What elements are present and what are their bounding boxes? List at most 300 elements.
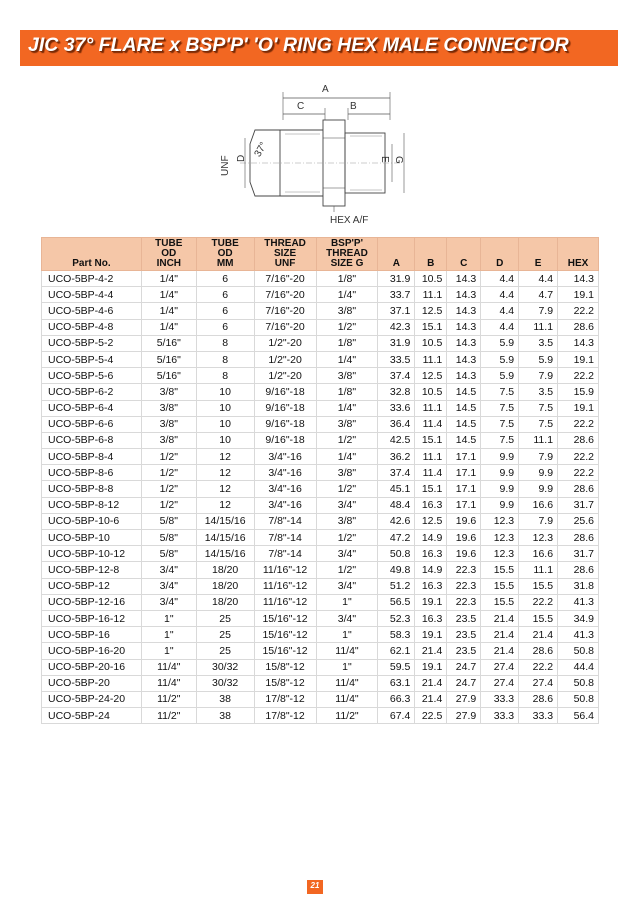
- cell-unf: 3/4"-16: [254, 449, 316, 465]
- cell-inch: 3/8": [141, 384, 196, 400]
- cell-hex: 25.6: [558, 513, 599, 529]
- cell-b: 11.4: [415, 465, 447, 481]
- cell-e: 11.1: [519, 319, 558, 335]
- cell-inch: 1/4": [141, 271, 196, 287]
- cell-inch: 1/2": [141, 465, 196, 481]
- dimension-table-wrapper: [41, 237, 599, 724]
- title-banner: [20, 30, 618, 66]
- cell-hex: 28.6: [558, 319, 599, 335]
- cell-e: 3.5: [519, 384, 558, 400]
- cell-b: 15.1: [415, 481, 447, 497]
- cell-c: 23.5: [447, 627, 481, 643]
- cell-unf: 3/4"-16: [254, 465, 316, 481]
- cell-bsp: 3/4": [316, 578, 378, 594]
- cell-c: 23.5: [447, 610, 481, 626]
- cell-c: 17.1: [447, 449, 481, 465]
- cell-unf: 7/16"-20: [254, 287, 316, 303]
- cell-e: 22.2: [519, 594, 558, 610]
- cell-c: 14.5: [447, 400, 481, 416]
- cell-mm: 12: [196, 465, 254, 481]
- cell-part: UCO-5BP-4-6: [42, 303, 142, 319]
- cell-d: 33.3: [481, 708, 519, 724]
- cell-bsp: 1/2": [316, 432, 378, 448]
- cell-part: UCO-5BP-6-4: [42, 400, 142, 416]
- cell-part: UCO-5BP-8-4: [42, 449, 142, 465]
- header-line: UNF: [274, 258, 296, 269]
- page-number-box: [307, 880, 323, 894]
- cell-inch: 5/16": [141, 351, 196, 367]
- cell-bsp: 1": [316, 627, 378, 643]
- cell-e: 21.4: [519, 627, 558, 643]
- cell-hex: 34.9: [558, 610, 599, 626]
- cell-bsp: 3/4": [316, 610, 378, 626]
- cell-mm: 38: [196, 708, 254, 724]
- table-row: [42, 610, 599, 626]
- cell-a: 52.3: [378, 610, 415, 626]
- cell-part: UCO-5BP-5-2: [42, 335, 142, 351]
- cell-d: 21.4: [481, 643, 519, 659]
- col-header-d: D: [481, 238, 519, 271]
- cell-bsp: 3/8": [316, 368, 378, 384]
- table-row: [42, 562, 599, 578]
- cell-inch: 1/4": [141, 319, 196, 335]
- cell-a: 63.1: [378, 675, 415, 691]
- cell-d: 7.5: [481, 416, 519, 432]
- cell-mm: 6: [196, 319, 254, 335]
- table-row: [42, 530, 599, 546]
- page-number: 21: [310, 881, 320, 890]
- cell-inch: 1/2": [141, 497, 196, 513]
- cell-part: UCO-5BP-16-12: [42, 610, 142, 626]
- cell-b: 12.5: [415, 368, 447, 384]
- cell-c: 27.9: [447, 708, 481, 724]
- cell-inch: 1": [141, 610, 196, 626]
- table-row: [42, 303, 599, 319]
- cell-part: UCO-5BP-12-8: [42, 562, 142, 578]
- cell-mm: 30/32: [196, 675, 254, 691]
- cell-c: 22.3: [447, 578, 481, 594]
- cell-part: UCO-5BP-20: [42, 675, 142, 691]
- cell-mm: 14/15/16: [196, 546, 254, 562]
- cell-inch: 1/4": [141, 287, 196, 303]
- cell-unf: 7/16"-20: [254, 271, 316, 287]
- cell-c: 22.3: [447, 562, 481, 578]
- cell-hex: 19.1: [558, 351, 599, 367]
- cell-b: 14.9: [415, 530, 447, 546]
- cell-inch: 5/8": [141, 546, 196, 562]
- cell-a: 37.1: [378, 303, 415, 319]
- cell-d: 15.5: [481, 562, 519, 578]
- cell-d: 15.5: [481, 594, 519, 610]
- table-row: [42, 627, 599, 643]
- cell-unf: 15/8"-12: [254, 659, 316, 675]
- cell-inch: 5/16": [141, 368, 196, 384]
- cell-d: 4.4: [481, 319, 519, 335]
- dim-c-label: C: [297, 101, 305, 112]
- cell-d: 27.4: [481, 675, 519, 691]
- cell-hex: 15.9: [558, 384, 599, 400]
- cell-d: 5.9: [481, 335, 519, 351]
- cell-inch: 5/8": [141, 530, 196, 546]
- col-header-b: B: [415, 238, 447, 271]
- cell-unf: 15/16"-12: [254, 643, 316, 659]
- cell-c: 24.7: [447, 675, 481, 691]
- cell-part: UCO-5BP-4-8: [42, 319, 142, 335]
- cell-e: 16.6: [519, 546, 558, 562]
- cell-e: 3.5: [519, 335, 558, 351]
- header-line: SIZE G: [330, 258, 364, 269]
- cell-d: 12.3: [481, 513, 519, 529]
- cell-bsp: 11/4": [316, 643, 378, 659]
- cell-hex: 41.3: [558, 627, 599, 643]
- cell-d: 4.4: [481, 303, 519, 319]
- col-header-tube-mm: [196, 238, 254, 271]
- cell-a: 58.3: [378, 627, 415, 643]
- cell-inch: 1/2": [141, 449, 196, 465]
- cell-e: 7.5: [519, 416, 558, 432]
- cell-b: 15.1: [415, 319, 447, 335]
- cell-d: 33.3: [481, 691, 519, 707]
- cell-hex: 22.2: [558, 465, 599, 481]
- dim-e-label: E: [379, 156, 390, 163]
- cell-mm: 10: [196, 432, 254, 448]
- cell-mm: 6: [196, 287, 254, 303]
- cell-d: 7.5: [481, 400, 519, 416]
- cell-d: 21.4: [481, 610, 519, 626]
- dim-a-label: A: [322, 84, 329, 95]
- cell-bsp: 1/4": [316, 400, 378, 416]
- cell-part: UCO-5BP-10-12: [42, 546, 142, 562]
- cell-c: 14.3: [447, 351, 481, 367]
- table-row: [42, 643, 599, 659]
- cell-hex: 28.6: [558, 432, 599, 448]
- cell-b: 16.3: [415, 610, 447, 626]
- cell-c: 19.6: [447, 546, 481, 562]
- cell-unf: 7/16"-20: [254, 319, 316, 335]
- cell-d: 9.9: [481, 497, 519, 513]
- cell-e: 15.5: [519, 610, 558, 626]
- table-row: [42, 432, 599, 448]
- cell-a: 33.5: [378, 351, 415, 367]
- cell-part: UCO-5BP-8-6: [42, 465, 142, 481]
- cell-inch: 1/2": [141, 481, 196, 497]
- cell-d: 4.4: [481, 271, 519, 287]
- cell-e: 28.6: [519, 691, 558, 707]
- cell-c: 17.1: [447, 481, 481, 497]
- cell-bsp: 3/8": [316, 416, 378, 432]
- cell-b: 12.5: [415, 513, 447, 529]
- table-body: [42, 271, 599, 724]
- cell-c: 14.3: [447, 303, 481, 319]
- cell-hex: 31.7: [558, 497, 599, 513]
- cell-part: UCO-5BP-16: [42, 627, 142, 643]
- cell-unf: 1/2"-20: [254, 351, 316, 367]
- cell-a: 62.1: [378, 643, 415, 659]
- cell-e: 9.9: [519, 481, 558, 497]
- table-row: [42, 400, 599, 416]
- table-row: [42, 384, 599, 400]
- table-row: [42, 546, 599, 562]
- cell-part: UCO-5BP-4-2: [42, 271, 142, 287]
- cell-bsp: 1/8": [316, 271, 378, 287]
- cell-inch: 1": [141, 643, 196, 659]
- cell-b: 10.5: [415, 335, 447, 351]
- page-title: JIC 37° FLARE x BSP'P' 'O' RING HEX MALE CONNECTOR: [28, 34, 569, 56]
- cell-inch: 3/4": [141, 562, 196, 578]
- cell-mm: 8: [196, 351, 254, 367]
- table-row: [42, 594, 599, 610]
- cell-b: 11.1: [415, 449, 447, 465]
- cell-a: 42.5: [378, 432, 415, 448]
- cell-b: 19.1: [415, 594, 447, 610]
- cell-c: 22.3: [447, 594, 481, 610]
- cell-mm: 8: [196, 335, 254, 351]
- cell-c: 19.6: [447, 513, 481, 529]
- cell-mm: 14/15/16: [196, 513, 254, 529]
- hex-label: HEX A/F: [330, 215, 369, 226]
- cell-mm: 25: [196, 610, 254, 626]
- cell-part: UCO-5BP-6-2: [42, 384, 142, 400]
- cell-part: UCO-5BP-10-6: [42, 513, 142, 529]
- col-header-c: C: [447, 238, 481, 271]
- cell-mm: 10: [196, 384, 254, 400]
- header-line: THREAD: [326, 248, 368, 259]
- cell-d: 21.4: [481, 627, 519, 643]
- cell-hex: 56.4: [558, 708, 599, 724]
- cell-d: 5.9: [481, 368, 519, 384]
- cell-part: UCO-5BP-24: [42, 708, 142, 724]
- cell-e: 27.4: [519, 675, 558, 691]
- col-header-bsp: [316, 238, 378, 271]
- cell-bsp: 1/4": [316, 287, 378, 303]
- cell-part: UCO-5BP-8-8: [42, 481, 142, 497]
- cell-inch: 11/4": [141, 675, 196, 691]
- table-row: [42, 659, 599, 675]
- cell-b: 12.5: [415, 303, 447, 319]
- cell-e: 7.9: [519, 368, 558, 384]
- cell-d: 7.5: [481, 432, 519, 448]
- cell-b: 19.1: [415, 659, 447, 675]
- cell-part: UCO-5BP-16-20: [42, 643, 142, 659]
- cell-bsp: 11/4": [316, 675, 378, 691]
- cell-hex: 50.8: [558, 691, 599, 707]
- cell-d: 15.5: [481, 578, 519, 594]
- cell-a: 33.7: [378, 287, 415, 303]
- header-line: OD: [161, 248, 177, 259]
- cell-unf: 11/16"-12: [254, 594, 316, 610]
- cell-e: 7.9: [519, 303, 558, 319]
- cell-c: 14.3: [447, 368, 481, 384]
- cell-b: 11.1: [415, 287, 447, 303]
- header-line: TUBE: [155, 238, 183, 249]
- cell-mm: 12: [196, 497, 254, 513]
- cell-d: 4.4: [481, 287, 519, 303]
- cell-inch: 3/8": [141, 400, 196, 416]
- table-row: [42, 691, 599, 707]
- cell-e: 4.4: [519, 271, 558, 287]
- cell-unf: 9/16"-18: [254, 400, 316, 416]
- header-line: BSP'P': [330, 238, 363, 249]
- cell-c: 17.1: [447, 465, 481, 481]
- cell-a: 42.3: [378, 319, 415, 335]
- cell-b: 16.3: [415, 497, 447, 513]
- cell-mm: 18/20: [196, 562, 254, 578]
- cell-unf: 15/16"-12: [254, 610, 316, 626]
- cell-unf: 9/16"-18: [254, 416, 316, 432]
- cell-hex: 44.4: [558, 659, 599, 675]
- cell-hex: 19.1: [558, 287, 599, 303]
- cell-unf: 1/2"-20: [254, 335, 316, 351]
- cell-bsp: 3/4": [316, 546, 378, 562]
- cell-hex: 14.3: [558, 271, 599, 287]
- cell-hex: 28.6: [558, 481, 599, 497]
- cell-b: 14.9: [415, 562, 447, 578]
- cell-c: 24.7: [447, 659, 481, 675]
- cell-unf: 7/8"-14: [254, 513, 316, 529]
- cell-bsp: 1/2": [316, 562, 378, 578]
- cell-inch: 3/8": [141, 432, 196, 448]
- table-row: [42, 578, 599, 594]
- cell-e: 11.1: [519, 562, 558, 578]
- cell-d: 9.9: [481, 449, 519, 465]
- cell-mm: 10: [196, 416, 254, 432]
- cell-a: 31.9: [378, 271, 415, 287]
- cell-mm: 10: [196, 400, 254, 416]
- cell-a: 31.9: [378, 335, 415, 351]
- cell-hex: 41.3: [558, 594, 599, 610]
- col-header-tube-inch: [141, 238, 196, 271]
- cell-unf: 7/8"-14: [254, 546, 316, 562]
- cell-e: 22.2: [519, 659, 558, 675]
- cell-b: 19.1: [415, 627, 447, 643]
- cell-unf: 17/8"-12: [254, 708, 316, 724]
- table-row: [42, 675, 599, 691]
- cell-e: 16.6: [519, 497, 558, 513]
- col-header-thread-unf: [254, 238, 316, 271]
- cell-a: 49.8: [378, 562, 415, 578]
- cell-unf: 15/8"-12: [254, 675, 316, 691]
- cell-e: 11.1: [519, 432, 558, 448]
- cell-bsp: 1/2": [316, 481, 378, 497]
- cell-b: 11.1: [415, 400, 447, 416]
- cell-inch: 11/2": [141, 691, 196, 707]
- cell-a: 48.4: [378, 497, 415, 513]
- table-row: [42, 465, 599, 481]
- cell-unf: 1/2"-20: [254, 368, 316, 384]
- cell-unf: 3/4"-16: [254, 481, 316, 497]
- cell-bsp: 1/2": [316, 530, 378, 546]
- header-line: SIZE: [273, 248, 297, 259]
- cell-mm: 12: [196, 481, 254, 497]
- cell-a: 37.4: [378, 465, 415, 481]
- cell-e: 12.3: [519, 530, 558, 546]
- table-row: [42, 351, 599, 367]
- cell-hex: 22.2: [558, 303, 599, 319]
- table-row: [42, 271, 599, 287]
- cell-a: 42.6: [378, 513, 415, 529]
- cell-d: 12.3: [481, 530, 519, 546]
- connector-diagram: [200, 78, 440, 228]
- cell-c: 14.5: [447, 416, 481, 432]
- cell-unf: 15/16"-12: [254, 627, 316, 643]
- cell-mm: 30/32: [196, 659, 254, 675]
- cell-bsp: 1": [316, 594, 378, 610]
- cell-mm: 38: [196, 691, 254, 707]
- cell-c: 14.5: [447, 384, 481, 400]
- cell-part: UCO-5BP-24-20: [42, 691, 142, 707]
- cell-d: 27.4: [481, 659, 519, 675]
- table-row: [42, 513, 599, 529]
- cell-b: 16.3: [415, 578, 447, 594]
- cell-inch: 3/4": [141, 594, 196, 610]
- cell-bsp: 3/8": [316, 303, 378, 319]
- cell-mm: 18/20: [196, 594, 254, 610]
- cell-a: 37.4: [378, 368, 415, 384]
- cell-unf: 7/8"-14: [254, 530, 316, 546]
- cell-bsp: 1/8": [316, 384, 378, 400]
- cell-hex: 31.7: [558, 546, 599, 562]
- cell-inch: 1": [141, 627, 196, 643]
- cell-e: 15.5: [519, 578, 558, 594]
- cell-mm: 25: [196, 627, 254, 643]
- cell-hex: 22.2: [558, 449, 599, 465]
- cell-b: 11.1: [415, 351, 447, 367]
- cell-mm: 18/20: [196, 578, 254, 594]
- dim-b-label: B: [350, 101, 357, 112]
- cell-hex: 28.6: [558, 562, 599, 578]
- cell-inch: 11/2": [141, 708, 196, 724]
- cell-e: 9.9: [519, 465, 558, 481]
- dim-d-label: D: [236, 154, 247, 162]
- cell-hex: 28.6: [558, 530, 599, 546]
- cell-bsp: 1": [316, 659, 378, 675]
- cell-hex: 50.8: [558, 675, 599, 691]
- cell-e: 7.9: [519, 513, 558, 529]
- cell-c: 14.3: [447, 319, 481, 335]
- cell-part: UCO-5BP-8-12: [42, 497, 142, 513]
- cell-a: 32.8: [378, 384, 415, 400]
- cell-b: 10.5: [415, 384, 447, 400]
- cell-mm: 8: [196, 368, 254, 384]
- cell-c: 17.1: [447, 497, 481, 513]
- cell-hex: 50.8: [558, 643, 599, 659]
- col-header-part-no: Part No.: [42, 238, 142, 271]
- cell-inch: 11/4": [141, 659, 196, 675]
- cell-b: 15.1: [415, 432, 447, 448]
- cell-hex: 31.8: [558, 578, 599, 594]
- angle-label: 37°: [252, 140, 270, 159]
- table-row: [42, 497, 599, 513]
- table-row: [42, 708, 599, 724]
- cell-hex: 14.3: [558, 335, 599, 351]
- col-header-a: A: [378, 238, 415, 271]
- cell-a: 33.6: [378, 400, 415, 416]
- cell-c: 14.3: [447, 335, 481, 351]
- cell-a: 47.2: [378, 530, 415, 546]
- cell-inch: 1/4": [141, 303, 196, 319]
- cell-inch: 3/8": [141, 416, 196, 432]
- cell-mm: 12: [196, 449, 254, 465]
- cell-e: 7.9: [519, 449, 558, 465]
- cell-part: UCO-5BP-12-16: [42, 594, 142, 610]
- cell-e: 28.6: [519, 643, 558, 659]
- cell-mm: 14/15/16: [196, 530, 254, 546]
- cell-e: 5.9: [519, 351, 558, 367]
- table-header-row: [42, 238, 599, 271]
- cell-part: UCO-5BP-5-4: [42, 351, 142, 367]
- table-row: [42, 319, 599, 335]
- header-line: MM: [216, 258, 234, 269]
